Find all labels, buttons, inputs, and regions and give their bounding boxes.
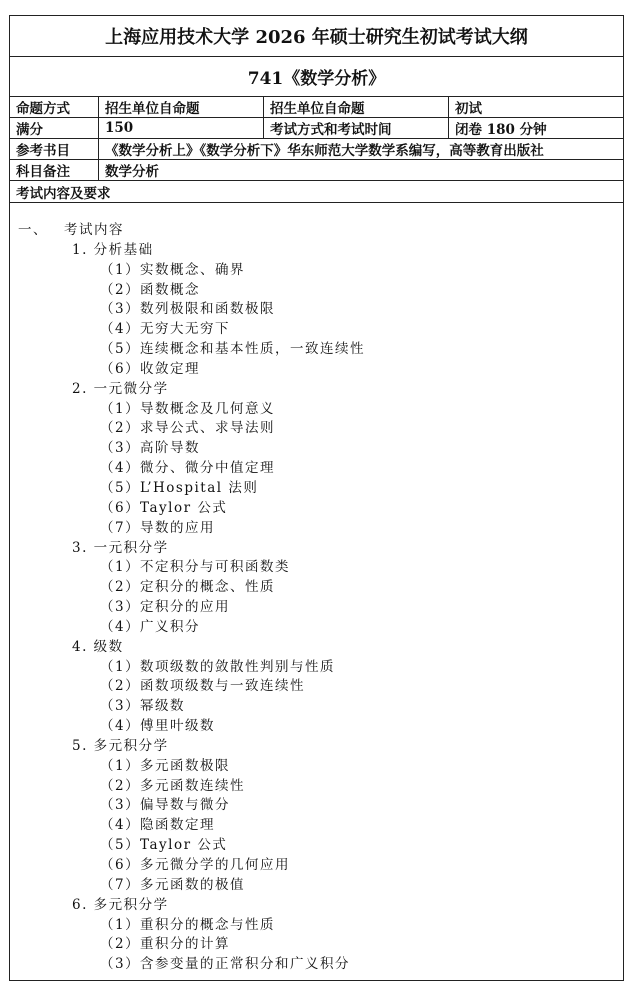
value-proposition-method-2: 招生单位自命题: [263, 97, 448, 117]
list-item: [18, 439, 623, 459]
list-item: [18, 796, 623, 816]
item-number: （5）: [100, 341, 141, 358]
label-exam-format: 考试方式和考试时间: [263, 118, 448, 138]
list-item: [18, 876, 623, 896]
item-text: Taylor 公式: [140, 837, 228, 854]
item-text: 函数项级数与一致连续性: [140, 678, 305, 695]
item-text: L’Hospital 法则: [140, 479, 259, 496]
info-row-score: [10, 118, 623, 139]
chapter-title: 3. 一元积分学: [72, 539, 169, 556]
info-row-proposition: [10, 97, 623, 118]
item-number: （2）: [100, 936, 141, 953]
list-item: [18, 955, 623, 975]
info-row-remarks: [10, 160, 623, 181]
item-text: 不定积分与可积函数类: [140, 559, 290, 576]
list-item: [18, 340, 623, 360]
label-reference-books: 参考书目: [16, 143, 70, 159]
item-text: 傅里叶级数: [140, 718, 215, 735]
section-title: 考试内容: [64, 222, 124, 238]
list-item: [18, 479, 623, 499]
item-number: （4）: [100, 321, 141, 338]
info-row-references: [10, 139, 623, 160]
item-number: （2）: [100, 777, 141, 794]
item-number: （4）: [100, 618, 141, 635]
item-number: （3）: [100, 797, 141, 814]
chapter-title: 5. 多元积分学: [72, 737, 169, 754]
list-item: [18, 658, 623, 678]
document-title: 上海应用技术大学 2026 年硕士研究生初试考试大纲: [10, 16, 623, 57]
item-text: 高阶导数: [140, 440, 200, 457]
item-text: 连续概念和基本性质，一致连续性: [140, 341, 365, 358]
item-number: （1）: [100, 261, 141, 278]
list-item: [18, 558, 623, 578]
label-exam-content-requirements: 考试内容及要求: [16, 185, 111, 202]
list-item: [18, 459, 623, 479]
item-text: 求导公式、求导法则: [140, 420, 275, 437]
item-number: （1）: [100, 559, 141, 576]
list-item: [18, 935, 623, 955]
item-number: （6）: [100, 360, 141, 377]
item-text: 函数概念: [140, 281, 200, 298]
item-text: 偏导数与微分: [140, 797, 230, 814]
value-exam-format: 闭卷 180 分钟: [448, 118, 623, 138]
label-subject-remarks: 科目备注: [16, 164, 70, 180]
item-number: （4）: [100, 817, 141, 834]
item-text: 多元函数的极值: [140, 876, 245, 893]
list-item: [18, 419, 623, 439]
item-number: （2）: [100, 281, 141, 298]
list-item: [18, 281, 623, 301]
list-item: [18, 360, 623, 380]
label-proposition-method: 命题方式: [16, 101, 70, 117]
chapter-title: 2. 一元微分学: [72, 380, 169, 397]
value-full-score: 150: [98, 118, 263, 138]
list-item: [18, 856, 623, 876]
list-item: [18, 757, 623, 777]
value-reference-books: 《数学分析上》《数学分析下》华东师范大学数学系编写，高等教育出版社: [98, 139, 623, 159]
item-number: （4）: [100, 718, 141, 735]
item-text: 多元微分学的几何应用: [140, 857, 290, 873]
value-proposition-method: 招生单位自命题: [98, 97, 263, 117]
exam-content-outline: [18, 221, 623, 975]
list-item: [18, 400, 623, 420]
item-text: 多元函数连续性: [140, 777, 245, 794]
item-text: 微分、微分中值定理: [140, 460, 275, 477]
item-number: （1）: [100, 400, 141, 417]
item-number: （3）: [100, 440, 141, 457]
item-text: 多元函数极限: [140, 757, 230, 774]
syllabus-document: [9, 15, 624, 981]
list-item: [18, 836, 623, 856]
item-number: （4）: [100, 460, 141, 477]
list-item: [18, 499, 623, 519]
list-item: [18, 519, 623, 539]
item-number: （2）: [100, 579, 141, 596]
chapter-title: 4. 级数: [72, 638, 124, 655]
item-number: （3）: [100, 301, 141, 318]
item-number: （6）: [100, 499, 141, 516]
label-full-score: 满分: [16, 122, 43, 138]
item-text: 定积分的概念、性质: [140, 579, 275, 596]
list-item: [18, 916, 623, 936]
list-item: [18, 717, 623, 737]
item-text: 实数概念、确界: [140, 261, 245, 278]
subject-code-title: 741《数学分析》: [10, 57, 623, 97]
item-text: 定积分的应用: [140, 599, 230, 616]
item-text: 重积分的概念与性质: [140, 916, 275, 933]
item-number: （2）: [100, 420, 141, 437]
item-number: （1）: [100, 757, 141, 774]
chapter-title: 6. 多元积分学: [72, 896, 169, 913]
list-item: [18, 320, 623, 340]
item-number: （3）: [100, 956, 141, 973]
item-text: 幂级数: [140, 698, 185, 715]
item-text: 隐函数定理: [140, 817, 215, 834]
chapter-title: 1. 分析基础: [72, 241, 154, 258]
item-text: 重积分的计算: [140, 936, 230, 953]
item-number: （2）: [100, 678, 141, 695]
list-item: [18, 677, 623, 697]
item-text: 含参变量的正常积分和广义积分: [140, 956, 350, 973]
item-text: 收敛定理: [140, 360, 200, 377]
item-text: 广义积分: [140, 618, 200, 635]
section-number: 一、: [18, 222, 48, 238]
list-item: [18, 816, 623, 836]
item-text: 数项级数的敛散性判别与性质: [140, 658, 335, 675]
list-item: [18, 261, 623, 281]
item-number: （6）: [100, 857, 141, 873]
list-item: [18, 697, 623, 717]
list-item: [18, 777, 623, 797]
list-item: [18, 598, 623, 618]
item-number: （1）: [100, 916, 141, 933]
item-text: 导数的应用: [140, 519, 215, 536]
value-exam-stage: 初试: [448, 97, 623, 117]
item-number: （3）: [100, 698, 141, 715]
list-item: [18, 578, 623, 598]
list-item: [18, 618, 623, 638]
item-number: （3）: [100, 599, 141, 616]
item-number: （5）: [100, 479, 141, 496]
item-number: （7）: [100, 876, 141, 893]
item-text: 数列极限和函数极限: [140, 301, 275, 318]
item-text: 导数概念及几何意义: [140, 400, 275, 417]
list-item: [18, 300, 623, 320]
info-row-content-header: [10, 181, 623, 203]
value-subject-remarks: 数学分析: [98, 160, 623, 180]
item-text: 无穷大无穷下: [140, 321, 230, 338]
item-number: （7）: [100, 519, 141, 536]
section-heading: [18, 221, 623, 241]
item-text: Taylor 公式: [140, 499, 228, 516]
item-number: （5）: [100, 837, 141, 854]
item-number: （1）: [100, 658, 141, 675]
